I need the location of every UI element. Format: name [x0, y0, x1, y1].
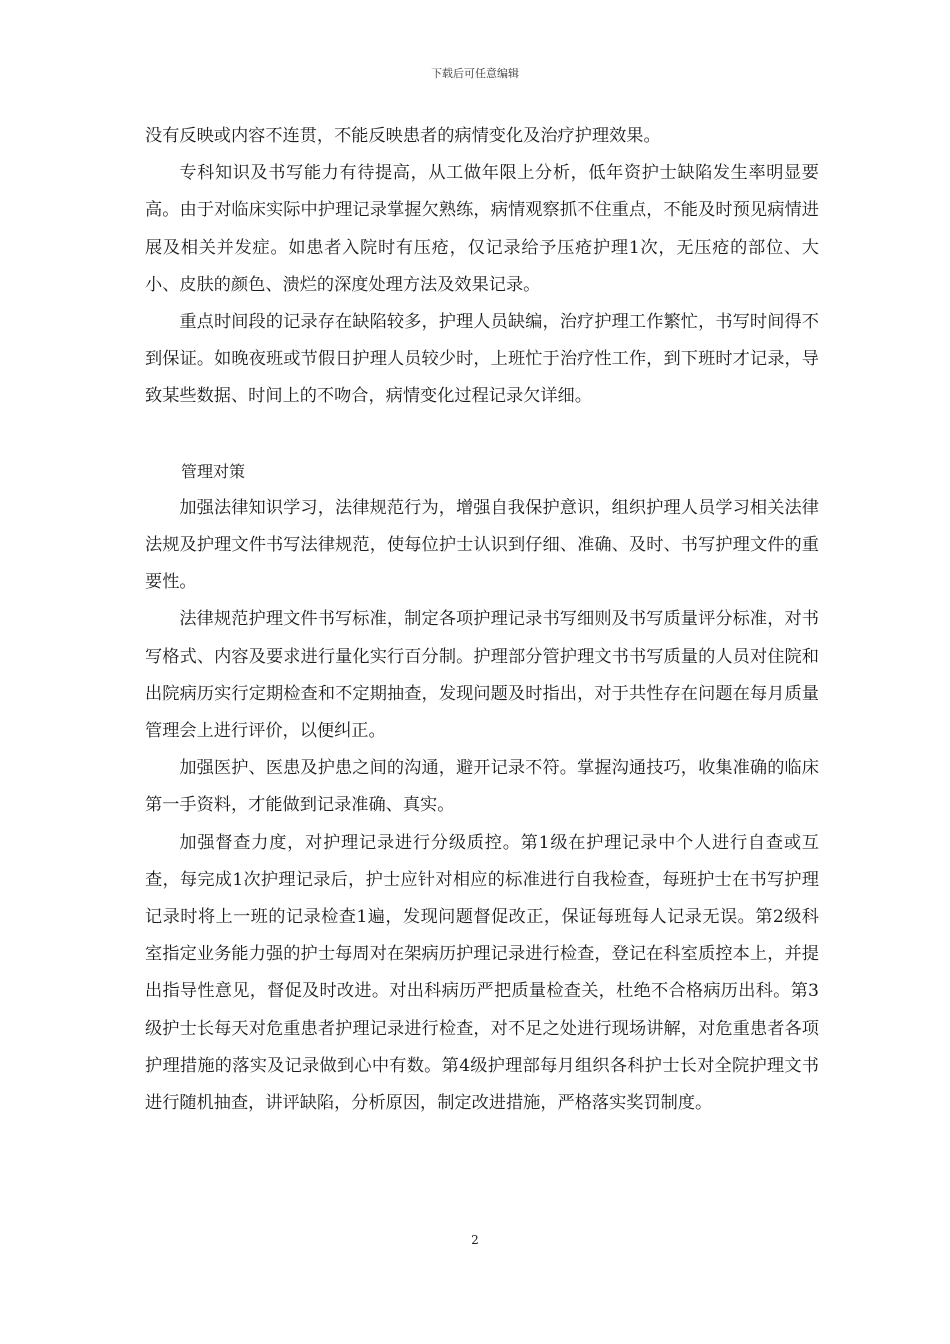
spacer — [145, 416, 819, 453]
page-header: 下载后可任意编辑 — [431, 67, 519, 80]
paragraph: 加强法律知识学习，法律规范行为，增强自我保护意识，组织护理人员学习相关法律法规及护理文件书写法律规范，使每位护士认识到仔细、准确、及时、书写护理文件的重要性。 — [145, 497, 819, 593]
paragraph: 专科知识及书写能力有待提高，从工做年限上分析，低年资护士缺陷发生率明显要高。由于对临床实际中护理记录掌握欠熟练，病情观察抓不住重点，不能及时预见病情进展及相关并发症。如患者入院时有压疮，仅记录给予压疮护理1次，无压疮的部位、大小、皮肤的颜色、溃烂的深度处理方法及效果记录。 — [145, 163, 819, 295]
paragraph: 加强督查力度，对护理记录进行分级质控。第1级在护理记录中个人进行自查或互查，每完成1次护理记录后，护士应针对相应的标准进行自我检查，每班护士在书写护理记录时将上一班的记录检查1遍，发现问题督促改正，保证每班每人记录无误。第2级科室指定业务能力强的护士每周对在架病历护理记录进行检查，登记在科室质控本上，并提出指导性意见，督促及时改进。对出科病历严把质量检查关，杜绝不合格病历出科。第3级护士长每天对危重患者护理记录进行检查，对不足之处进行现场讲解，对危重患者各项护理措施的落实及记录做到心中有数。第4级护理部每月组织各科护士长对全院护理文书进行随机抽查，讲评缺陷，分析原因，制定改进措施，严格落实奖罚制度。 — [145, 832, 819, 1114]
paragraph: 加强医护、医患及护患之间的沟通，避开记录不符。掌握沟通技巧，收集准确的临床第一手资料，才能做到记录准确、真实。 — [145, 758, 819, 816]
page-number: 2 — [471, 1233, 479, 1247]
document-body — [145, 118, 819, 1122]
paragraph: 重点时间段的记录存在缺陷较多，护理人员缺编，治疗护理工作繁忙，书写时间得不到保证。如晚夜班或节假日护理人员较少时，上班忙于治疗性工作，到下班时才记录，导致某些数据、时间上的不吻合，病情变化过程记录欠详细。 — [145, 312, 819, 407]
paragraph: 法律规范护理文件书写标准，制定各项护理记录书写细则及书写质量评分标准，对书写格式、内容及要求进行量化实行百分制。护理部分管护理文书书写质量的人员对住院和出院病历实行定期检查和不定期抽查，发现问题及时指出，对于共性存在问题在每月质量管理会上进行评价，以便纠正。 — [145, 609, 819, 742]
paragraph-continuation: 没有反映或内容不连贯，不能反映患者的病情变化及治疗护理效果。 — [145, 126, 661, 146]
section-heading: 管理对策 — [181, 461, 246, 481]
